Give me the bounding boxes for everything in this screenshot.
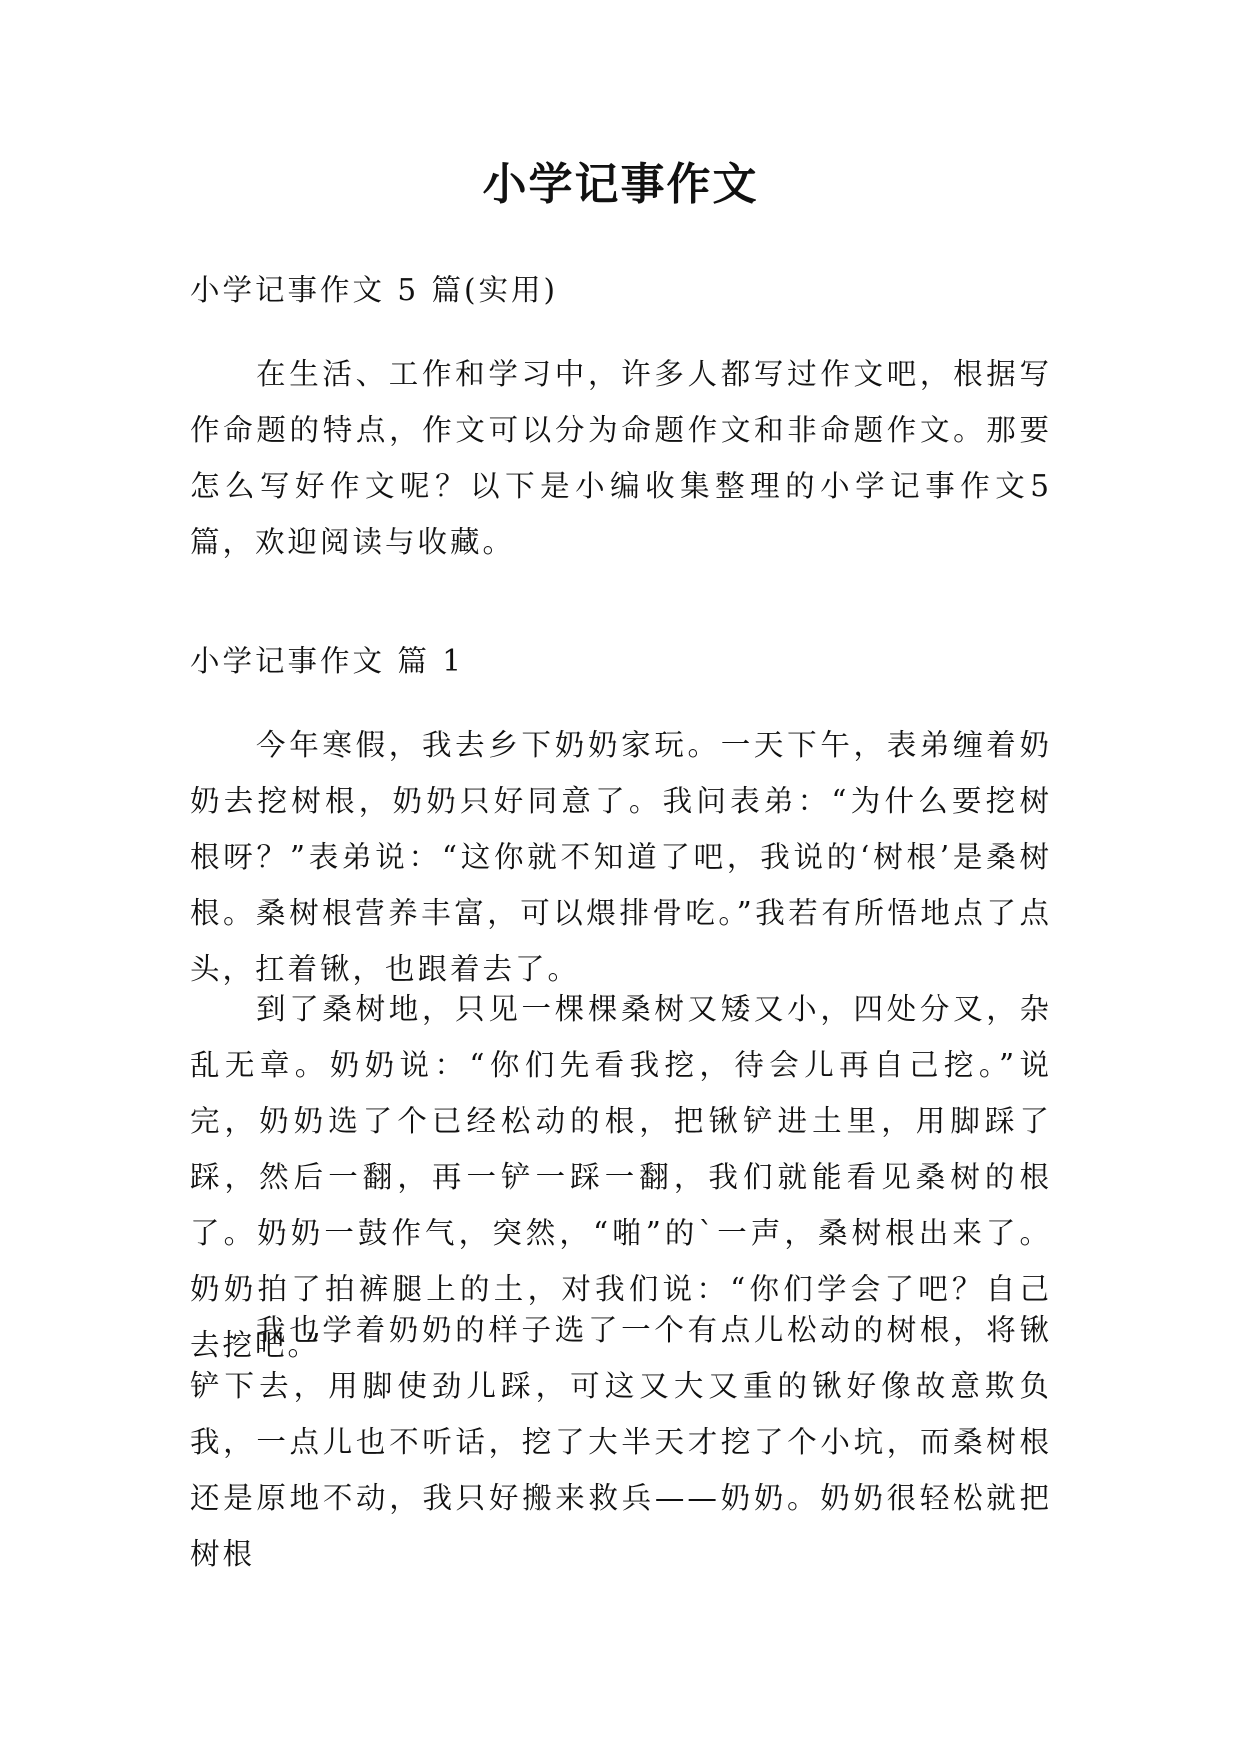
document-title: 小学记事作文 xyxy=(482,159,759,210)
body-paragraph-2: 到了桑树地，只见一棵棵桑树又矮又小，四处分叉，杂乱无章。奶奶说：“你们先看我挖，待会儿再自己挖。”说完，奶奶选了个已经松动的根，把锹铲进土里，用脚踩了踩，然后一翻，再一铲一踩一翻，我们就能看见桑树的根了。奶奶一鼓作气，突然，“啪”的`一声，桑树根出来了。奶奶拍了拍裤腿上的土，对我们说：“你们学会了吧？自己去挖吧。” xyxy=(190,992,1052,1362)
intro-paragraph: 在生活、工作和学习中，许多人都写过作文吧，根据写作命题的特点，作文可以分为命题作文和非命题作文。那要怎么写好作文呢？以下是小编收集整理的小学记事作文5篇，欢迎阅读与收藏。 xyxy=(190,357,1052,559)
body-paragraph-3: 我也学着奶奶的样子选了一个有点儿松动的树根，将锹铲下去，用脚使劲儿踩，可这又大又重的锹好像故意欺负我，一点儿也不听话，挖了大半天才挖了个小坑，而桑树根还是原地不动，我只好搬来救兵——奶奶。奶奶很轻松就把树根 xyxy=(190,1313,1052,1571)
document-subtitle: 小学记事作文 5 篇(实用) xyxy=(190,273,559,307)
body-paragraph-1: 今年寒假，我去乡下奶奶家玩。一天下午，表弟缠着奶奶去挖树根，奶奶只好同意了。我问表弟：“为什么要挖树根呀？”表弟说：“这你就不知道了吧，我说的‘树根’是桑树根。桑树根营养丰富，可以煨排骨吃。”我若有所悟地点了点头，扛着锹，也跟着去了。 xyxy=(190,728,1052,986)
section-heading: 小学记事作文 篇 1 xyxy=(190,644,465,678)
